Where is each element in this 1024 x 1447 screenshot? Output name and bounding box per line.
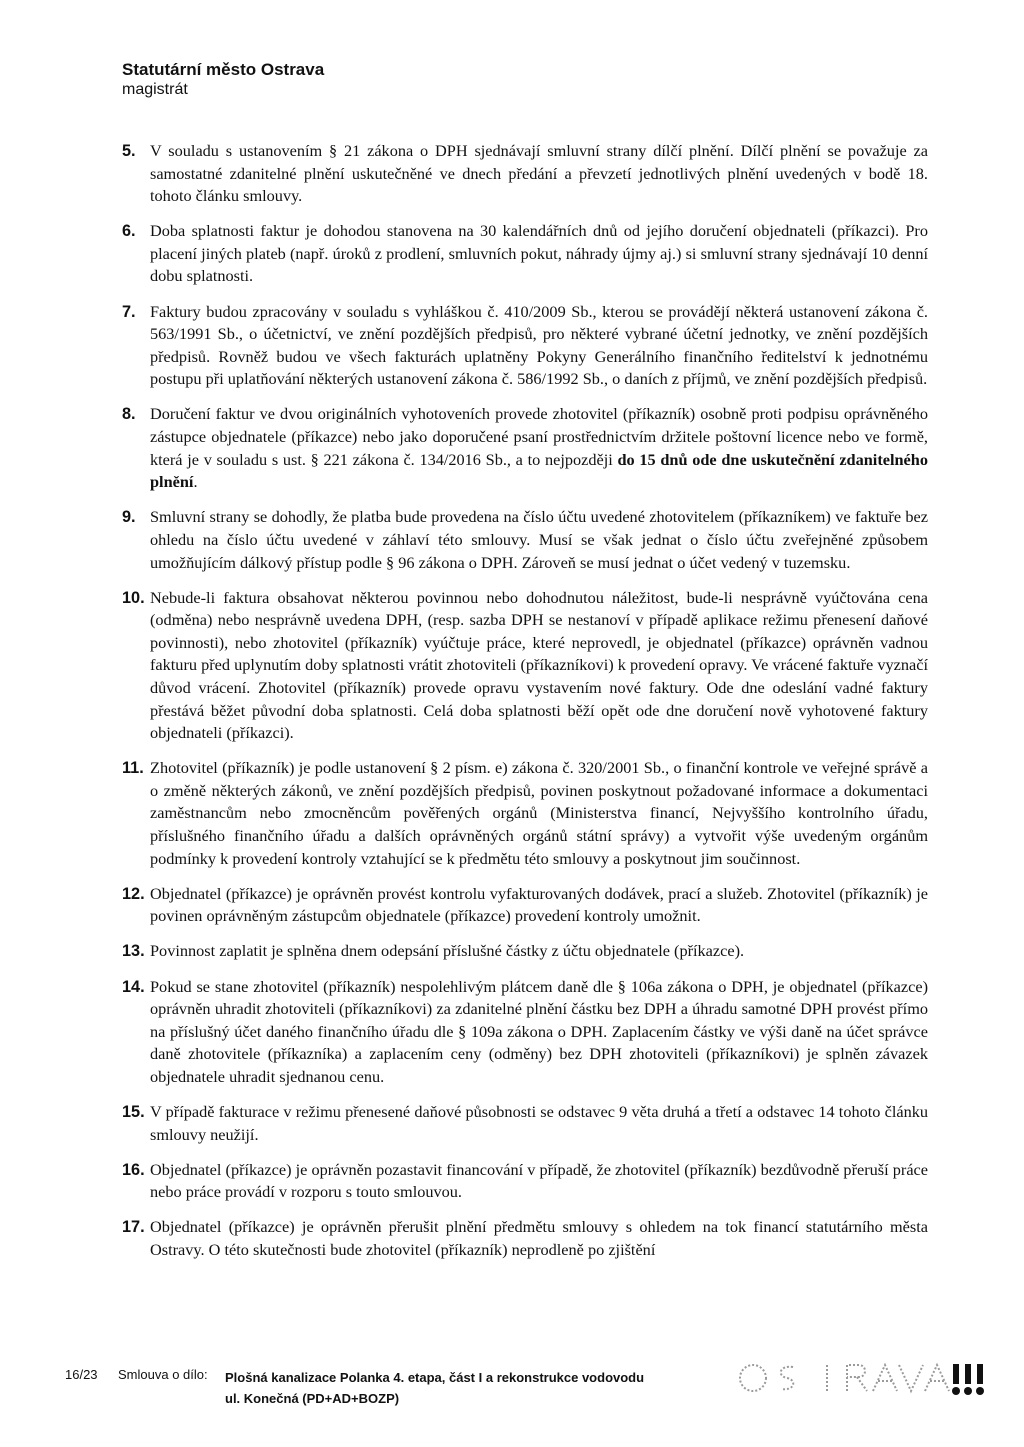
clause-text: Nebude-li faktura obsahovat některou povinnou nebo dohodnutou náležitost, bude-li nesprávně vyúčtována cena (odměna) nebo nesprávně uvedena DPH, (resp. sazba DPH se nestanoví v případě aplikace režimu přenesení daňové povinnosti), nebo zhotovitel (příkazník) vyúčtuje práce, které neprovedl, je objednatel (příkazce) oprávněn vadnou fakturu před uplynutím doby splatnosti vrátit zhotoviteli (příkazníkovi) k provedení opravy. Ve vrácené faktuře vyznačí důvod vrácení. Zhotovitel (příkazník) provede opravu vystavením nové faktury. Ode dne odeslání vadné faktury přestává běžet původní doba splatnosti. Celá doba splatnosti běží opět ode dne doručení nově vyhotovené faktury objednateli (příkazci). <box>150 587 928 743</box>
page-number: 16/23 <box>65 1367 98 1382</box>
contract-title-line2: ul. Konečná (PD+AD+BOZP) <box>225 1391 400 1406</box>
clause-text: Pokud se stane zhotovitel (příkazník) nespolehlivým plátcem daně dle § 106a zákona o DPH, je objednatel (příkazce) oprávněn uhradit zhotoviteli (příkazníkovi) za zdanitelné plnění částku bez DPH a úhradu samotné DPH provést přímo na příslušný účet daného finančního úřadu dle § 109a zákona o DPH. Zaplacením částky ve výši daně na účet správce daně zhotovitele (příkazníka) a zaplacením ceny (odměny) bez DPH zhotoviteli (příkazníkovi) je splněn závazek objednatele uhradit sjednanou cenu. <box>150 976 928 1086</box>
clause-14 <box>122 976 928 1089</box>
clause-17 <box>122 1216 928 1261</box>
clause-number: 13. <box>122 942 145 961</box>
clause-number: 9. <box>122 508 136 527</box>
clause-number: 6. <box>122 222 136 241</box>
clause-number: 14. <box>122 977 145 996</box>
clause-text <box>150 403 928 493</box>
clause-8 <box>122 403 928 493</box>
clause-number: 7. <box>122 302 136 321</box>
clause-16 <box>122 1159 928 1204</box>
contract-title-line1: Plošná kanalizace Polanka 4. etapa, část I a rekonstrukce vodovodu <box>225 1370 645 1385</box>
clause-13 <box>122 940 928 963</box>
clause-text: Povinnost zaplatit je splněna dnem odepsání příslušné částky z účtu objednatele (příkazce). <box>150 941 745 961</box>
clause-15 <box>122 1101 928 1146</box>
clause-text-tail: . <box>193 472 198 492</box>
contract-label: Smlouva o dílo: <box>118 1367 208 1382</box>
clause-number: 12. <box>122 884 145 903</box>
clause-text-main: Doručení faktur ve dvou originálních vyhotoveních provede zhotovitel (příkazník) osobně proti podpisu oprávněného zástupce objednatele (příkazce) nebo jako doporučené psaní prostřednictvím držitele poštovní licence nebo ve formě, která je v souladu s ust. § 221 zákona č. 134/2016 Sb., a to nejpozději <box>150 404 928 469</box>
clause-7 <box>122 301 928 391</box>
document-body <box>122 140 928 1274</box>
page-header <box>122 60 324 100</box>
clause-6 <box>122 220 928 288</box>
clause-9 <box>122 506 928 574</box>
clause-number: 10. <box>122 588 145 607</box>
ostrava-logo-icon <box>731 1356 985 1404</box>
clause-text: Zhotovitel (příkazník) je podle ustanovení § 2 písm. e) zákona č. 320/2001 Sb., o finanční kontrole ve veřejné správě a o změně některých zákonů, ve znění pozdějších předpisů, povinen poskytnout požadované informace a dokumentaci zaměstnancům nebo zmocněncům pověřených orgánů (Ministerstva financí, Nejvyššího kontrolního úřadu, příslušného finančního úřadu a dalších oprávněných orgánů státní správy) a vytvořit výše uvedeným orgánům podmínky k provedení kontroly vztahující se k předmětu této smlouvy a poskytnout jim součinnost. <box>150 758 928 868</box>
clause-number: 16. <box>122 1160 145 1179</box>
clause-text: V souladu s ustanovením § 21 zákona o DPH sjednávají smluvní strany dílčí plnění. Dílčí plnění se považuje za samostatné zdanitelné plnění uskutečněné ve dnech předání a převzetí jednotlivých plnění uvedených v bodě 18. tohoto článku smlouvy. <box>150 141 928 206</box>
clause-number: 5. <box>122 142 136 160</box>
clause-11 <box>122 757 928 870</box>
clause-text: Faktury budou zpracovány v souladu s vyhláškou č. 410/2009 Sb., kterou se provádějí některá ustanovení zákona č. 563/1991 Sb., o účetnictví, ve znění pozdějších předpisů, pro některé vybrané účetní jednotky, ve znění pozdějších předpisů. Rovněž budou ve všech fakturách uplatněny Pokyny Generálního finančního ředitelství k jednotnému postupu při uplatňování některých ustanovení zákona č. 586/1992 Sb., o daních z příjmů, ve znění pozdějších předpisů. <box>150 301 928 389</box>
clause-text: Doba splatnosti faktur je dohodou stanovena na 30 kalendářních dnů od jejího doručení objednateli (příkazci). Pro placení jiných plateb (např. úroků z prodlení, smluvních pokut, náhrady újmy aj.) si smluvní strany sjednávají 10 denní dobu splatnosti. <box>150 221 928 286</box>
department-name: magistrát <box>122 81 188 98</box>
clause-text-bold: do 15 dnů ode dne uskutečnění zdanitelného plnění <box>150 449 928 492</box>
clause-number: 15. <box>122 1102 145 1121</box>
organization-name: Statutární město Ostrava <box>122 60 325 79</box>
clause-number: 11. <box>122 759 144 778</box>
clause-number: 17. <box>122 1218 145 1237</box>
clause-text: Objednatel (příkazce) je oprávněn přerušit plnění předmětu smlouvy s ohledem na tok financí statutárního města Ostravy. O této skutečnosti bude zhotovitel (příkazník) neprodleně po zjištění <box>150 1217 928 1259</box>
clause-text: Objednatel (příkazce) je oprávněn pozastavit financování v případě, že zhotovitel (příkazník) bezdůvodně přeruší práce nebo práce provádí v rozporu s touto smlouvou. <box>150 1159 928 1202</box>
clause-number: 8. <box>122 405 136 424</box>
clause-12 <box>122 883 928 928</box>
clause-10 <box>122 587 928 745</box>
contract-title <box>225 1367 644 1409</box>
page-footer <box>65 1366 985 1416</box>
clause-text: Smluvní strany se dohodly, že platba bude provedena na číslo účtu uvedené zhotovitelem (příkazníkem) ve faktuře bez ohledu na číslo účtu uvedené v záhlaví této smlouvy. Musí se však jednat o číslo účtu zveřejněné způsobem umožňujícím dálkový přístup podle § 96 zákona o DPH. Zároveň se musí jednat o účet vedený v tuzemsku. <box>150 507 928 572</box>
clause-5 <box>122 140 928 208</box>
clause-text: Objednatel (příkazce) je oprávněn provést kontrolu vyfakturovaných dodávek, prací a služeb. Zhotovitel (příkazník) je povinen oprávněným zástupcům objednatele (příkazce) provedení kontroly umožnit. <box>150 883 928 926</box>
clause-text: V případě fakturace v režimu přenesené daňové působnosti se odstavec 9 věta druhá a třetí a odstavec 14 tohoto článku smlouvy neužijí. <box>150 1101 928 1144</box>
